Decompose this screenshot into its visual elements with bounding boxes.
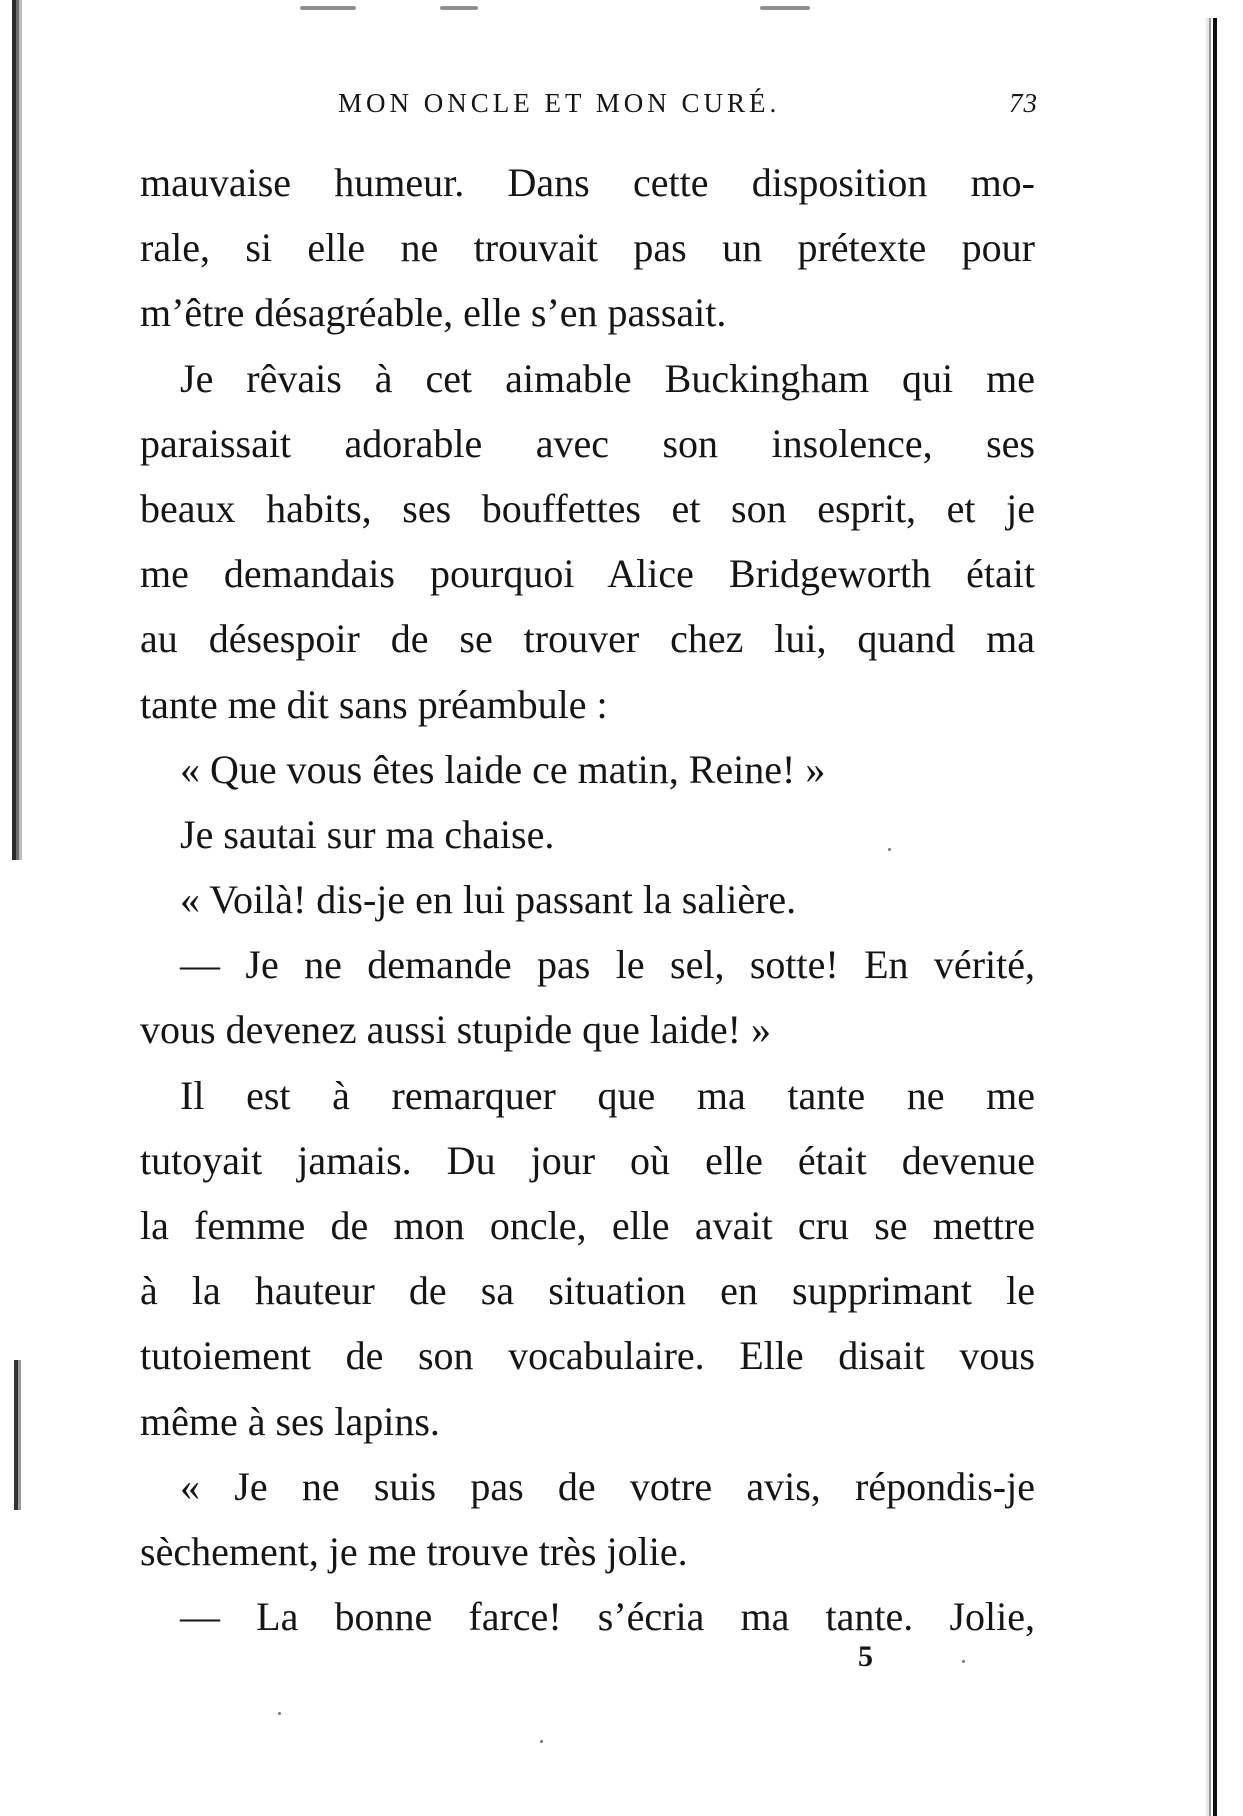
text-line: Je rêvais à cet aimable Buckingham qui me (180, 355, 1035, 401)
text-line: vous devenez aussi stupide que laide! » (140, 1007, 771, 1053)
text-line: même à ses lapins. (140, 1398, 440, 1444)
scan-speck (278, 1712, 281, 1715)
text-line: à la hauteur de sa situation en supprimant le (140, 1268, 1035, 1314)
page-number: 73 (1009, 88, 1038, 118)
text-line: — La bonne farce! s’écria ma tante. Jolie, (180, 1594, 1035, 1640)
body-text (140, 150, 1035, 1649)
text-line: « Je ne suis pas de votre avis, répondis-je (180, 1463, 1035, 1509)
text-line: Je sautai sur ma chaise. (180, 811, 555, 857)
page-left-edge-lower (14, 1360, 24, 1510)
text-line: au désespoir de se trouver chez lui, quand ma (140, 616, 1035, 662)
signature-mark: 5 (858, 1640, 873, 1673)
text-line: tutoyait jamais. Du jour où elle était devenue (140, 1137, 1035, 1183)
text-line: m’être désagréable, elle s’en passait. (140, 290, 727, 336)
text-line: tante me dit sans préambule : (140, 681, 608, 727)
text-line: Il est à remarquer que ma tante ne me (180, 1072, 1035, 1118)
text-line: « Que vous êtes laide ce matin, Reine! » (180, 746, 826, 792)
text-line: beaux habits, ses bouffettes et son esprit, et je (140, 485, 1035, 531)
text-line: la femme de mon oncle, elle avait cru se mettre (140, 1203, 1035, 1248)
text-line: me demandais pourquoi Alice Bridgeworth était (140, 551, 1035, 597)
text-line: tutoiement de son vocabulaire. Elle disait vous (140, 1333, 1035, 1379)
text-line: paraissait adorable avec son insolence, ses (140, 420, 1035, 466)
text-line: rale, si elle ne trouvait pas un prétexte pour (140, 225, 1035, 271)
text-line: « Voilà! dis-je en lui passant la salière. (180, 877, 797, 923)
scan-speck (888, 848, 891, 851)
scan-speck (540, 1740, 543, 1743)
page-left-edge (12, 0, 28, 860)
text-line: — Je ne demande pas le sel, sotte! En vérité, (180, 942, 1035, 988)
scan-speck (962, 1660, 965, 1663)
text-line: mauvaise humeur. Dans cette disposition mo- (140, 160, 1035, 205)
page-right-edge (1206, 18, 1220, 1816)
running-header (338, 88, 1038, 128)
text-line: sèchement, je me trouve très jolie. (140, 1528, 688, 1574)
running-title: MON ONCLE ET MON CURÉ. (338, 88, 781, 118)
